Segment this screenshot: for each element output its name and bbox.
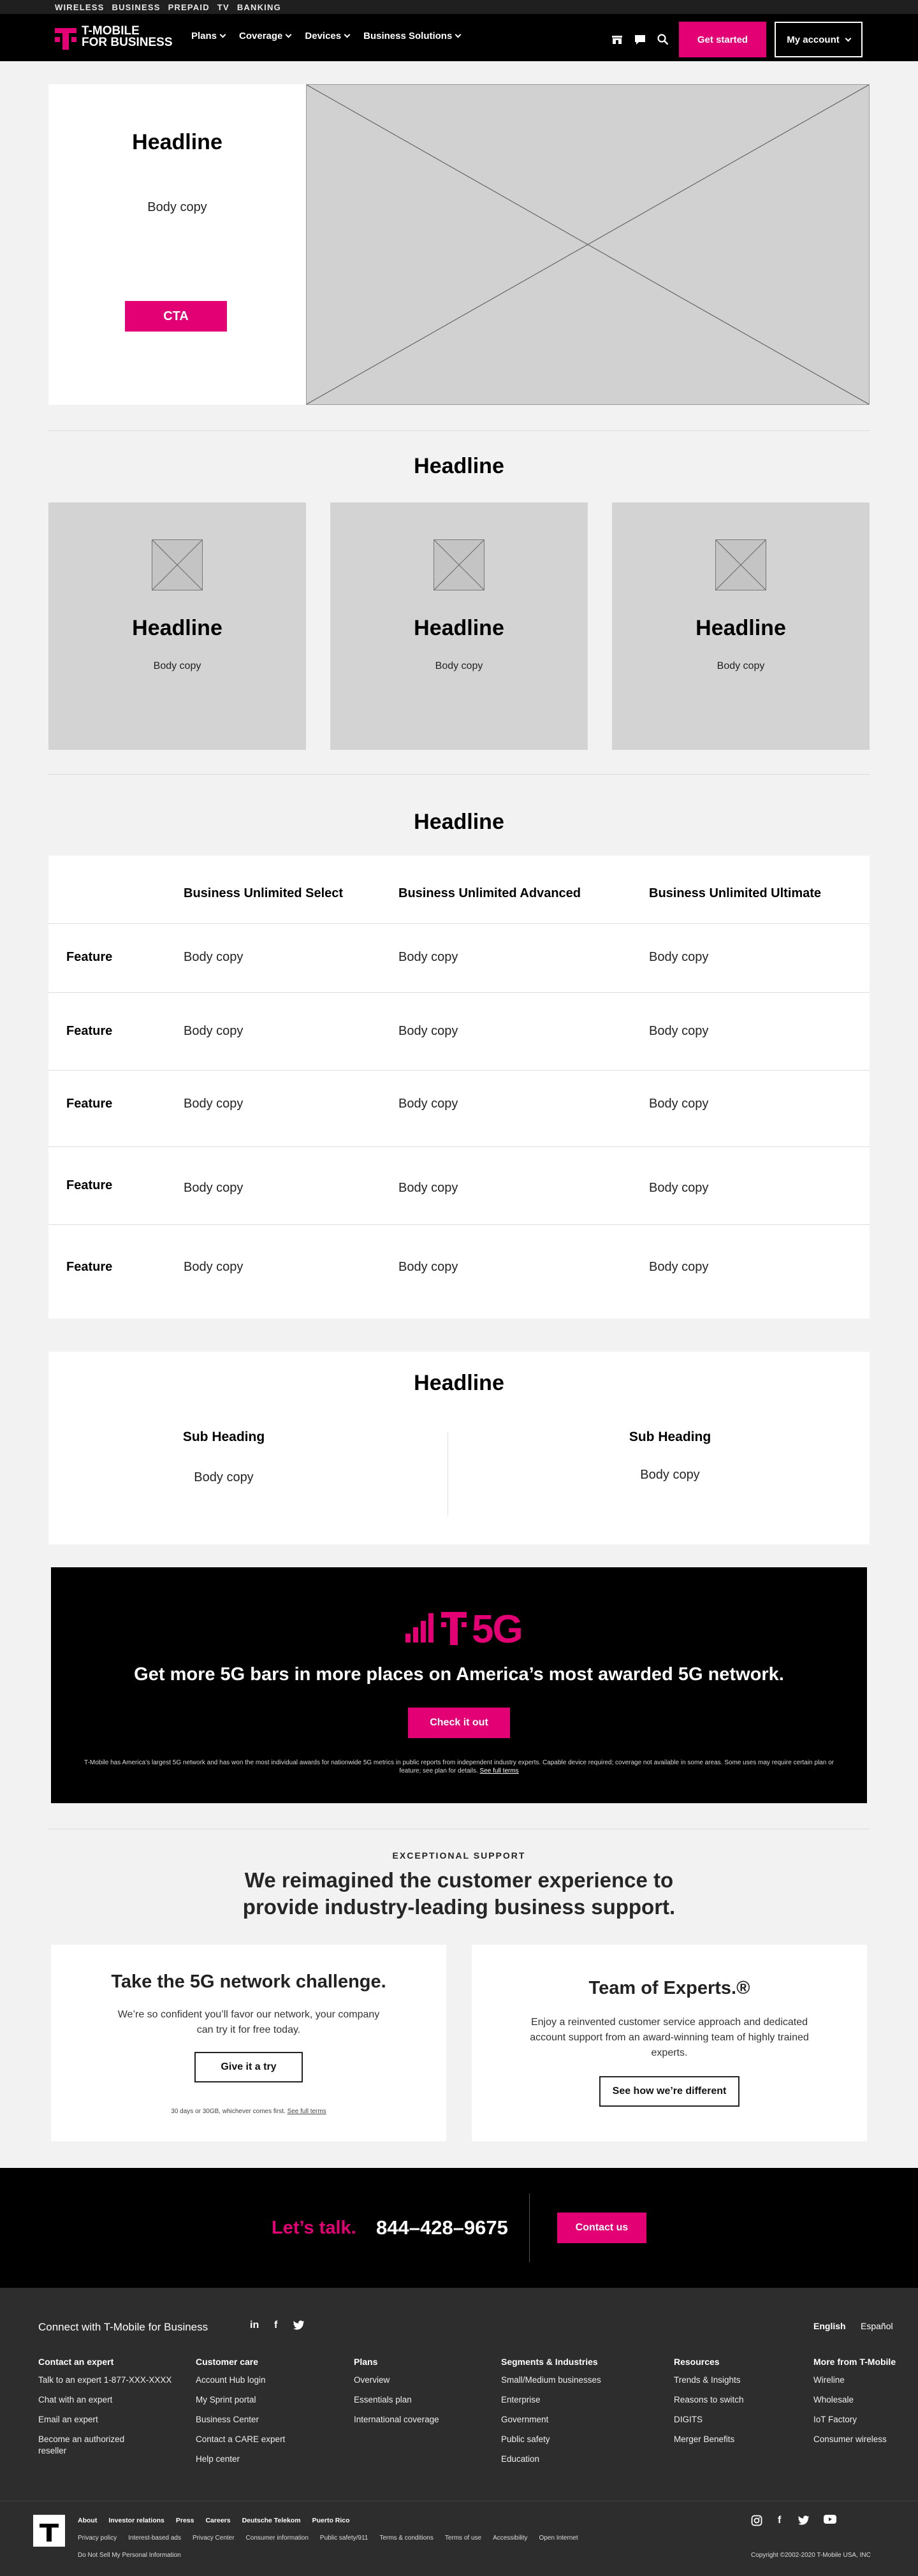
nav-business-solutions[interactable] xyxy=(363,31,460,41)
footer-link[interactable]: Talk to an expert 1-877-XXX-XXXX xyxy=(38,2375,172,2385)
hero-cta-button[interactable]: CTA xyxy=(125,301,227,332)
table-cell: Body copy xyxy=(649,1097,709,1111)
hero-text-panel xyxy=(48,84,306,405)
image-placeholder-icon xyxy=(152,539,203,590)
utility-link-prepaid[interactable]: PREPAID xyxy=(168,2,210,12)
site-footer xyxy=(0,2288,918,2576)
contact-divider xyxy=(529,2193,530,2262)
nav-devices[interactable] xyxy=(305,31,349,41)
table-cell: Body copy xyxy=(184,1024,244,1038)
footer-bottom-link[interactable]: Investor relations xyxy=(108,2517,164,2524)
give-it-a-try-button[interactable]: Give it a try xyxy=(194,2052,303,2082)
table-row-divider xyxy=(48,1146,870,1147)
table-cell: Body copy xyxy=(398,950,458,964)
footer-column-title: Customer care xyxy=(196,2357,259,2367)
hero-image-placeholder xyxy=(306,84,870,405)
challenge-fine-print xyxy=(51,2108,446,2115)
footer-bottom-link[interactable]: About xyxy=(78,2517,98,2524)
footer-link[interactable]: International coverage xyxy=(354,2415,439,2424)
see-how-different-button[interactable]: See how we’re different xyxy=(599,2076,740,2107)
chevron-down-icon xyxy=(344,32,351,38)
footer-link[interactable]: My Sprint portal xyxy=(196,2395,256,2404)
footer-bottom-link[interactable]: Press xyxy=(175,2517,194,2524)
footer-legal-links xyxy=(78,2535,578,2542)
see-full-terms-link[interactable]: See full terms xyxy=(287,2108,326,2115)
utility-link-business[interactable]: BUSINESS xyxy=(112,2,161,12)
image-placeholder-icon xyxy=(715,539,766,590)
footer-column-more xyxy=(813,2357,896,2454)
footer-link[interactable]: Become an authorized reseller xyxy=(38,2434,125,2455)
feature-card xyxy=(330,502,588,750)
logo-line-1: T-MOBILE xyxy=(82,24,140,38)
twitter-icon[interactable] xyxy=(293,2320,305,2333)
footer-link[interactable]: Education xyxy=(501,2454,540,2464)
footer-link[interactable]: Consumer wireless xyxy=(813,2434,887,2444)
nav-coverage-label: Coverage xyxy=(239,31,283,41)
table-section-headline: Headline xyxy=(414,810,504,834)
challenge-title: Take the 5G network challenge. xyxy=(111,1972,386,1992)
footer-link[interactable]: Contact a CARE expert xyxy=(196,2434,286,2444)
table-cell: Body copy xyxy=(184,1181,244,1195)
footer-column-segments xyxy=(501,2357,601,2473)
utility-link-tv[interactable]: TV xyxy=(217,2,229,12)
table-feature-label: Feature xyxy=(66,950,113,964)
section-divider xyxy=(48,430,870,431)
chat-icon[interactable] xyxy=(634,33,646,46)
chevron-down-icon xyxy=(220,32,226,38)
card-headline: Headline xyxy=(414,616,504,640)
twitter-icon[interactable] xyxy=(798,2515,810,2528)
t-logo-icon[interactable] xyxy=(33,2515,65,2547)
footer-link[interactable]: Small/Medium businesses xyxy=(501,2375,601,2385)
footer-link[interactable]: Trends & Insights xyxy=(674,2375,741,2385)
my-account-label: My account xyxy=(787,34,840,45)
right-body: Body copy xyxy=(640,1468,700,1482)
right-subheading: Sub Heading xyxy=(629,1430,711,1444)
table-cell: Body copy xyxy=(184,1097,244,1111)
main-header xyxy=(0,14,918,61)
contact-phone-number[interactable]: 844–428–9675 xyxy=(376,2216,508,2239)
language-english[interactable]: English xyxy=(813,2321,846,2331)
footer-column-customer-care xyxy=(196,2357,285,2473)
footer-link[interactable]: Chat with an expert xyxy=(38,2395,113,2404)
5g-banner-headline: Get more 5G bars in more places on America’s most awarded 5G network. xyxy=(134,1664,784,1685)
5g-promo-banner xyxy=(51,1567,867,1803)
image-placeholder-icon xyxy=(433,539,484,590)
lets-talk-label: Let’s talk. xyxy=(272,2218,356,2238)
subheading-section xyxy=(48,1352,870,1544)
table-cell: Body copy xyxy=(649,1260,709,1274)
footer-link[interactable]: Public safety xyxy=(501,2434,550,2444)
logo-text xyxy=(82,26,173,48)
nav-plans-label: Plans xyxy=(191,31,217,41)
table-cell: Body copy xyxy=(398,1181,458,1195)
footer-link[interactable]: Help center xyxy=(196,2454,240,2464)
table-row-divider xyxy=(48,992,870,993)
table-column-header: Business Unlimited Advanced xyxy=(398,886,581,900)
youtube-icon[interactable] xyxy=(824,2515,836,2527)
footer-column-title: Plans xyxy=(354,2357,378,2367)
footer-link[interactable]: Wholesale xyxy=(813,2395,854,2404)
left-body: Body copy xyxy=(194,1470,254,1484)
table-cell: Body copy xyxy=(398,1260,458,1274)
experts-title: Team of Experts.® xyxy=(588,1978,750,1998)
card-headline: Headline xyxy=(696,616,786,640)
feature-card xyxy=(612,502,870,750)
hero-body: Body copy xyxy=(147,200,207,214)
footer-link[interactable]: Business Center xyxy=(196,2415,259,2424)
nav-coverage[interactable] xyxy=(239,31,291,41)
copyright-text: Copyright ©2002-2020 T-Mobile USA, INC xyxy=(751,2552,871,2559)
table-row-divider xyxy=(48,1070,870,1071)
chevron-down-icon xyxy=(845,35,851,41)
facebook-icon[interactable]: f xyxy=(778,2515,782,2526)
footer-column-plans xyxy=(354,2357,439,2434)
t-logo-icon xyxy=(55,24,76,50)
table-cell: Body copy xyxy=(398,1097,458,1111)
footer-link[interactable]: Enterprise xyxy=(501,2395,541,2404)
nav-plans[interactable] xyxy=(191,31,225,41)
linkedin-icon[interactable]: in xyxy=(250,2320,259,2331)
utility-link-banking[interactable]: BANKING xyxy=(237,2,281,12)
plan-comparison-table xyxy=(48,856,870,1319)
footer-link[interactable]: Overview xyxy=(354,2375,390,2385)
contact-banner xyxy=(0,2168,918,2288)
table-feature-label: Feature xyxy=(66,1024,113,1038)
table-feature-label: Feature xyxy=(66,1097,113,1111)
language-espanol[interactable]: Español xyxy=(861,2321,893,2331)
left-subheading: Sub Heading xyxy=(182,1430,265,1444)
footer-legal-link[interactable]: Accessibility xyxy=(493,2535,528,2542)
footer-link[interactable]: IoT Factory xyxy=(813,2415,857,2424)
primary-nav xyxy=(191,31,460,41)
store-icon[interactable] xyxy=(611,33,623,46)
network-challenge-card xyxy=(51,1945,446,2141)
footer-column-title: Contact an expert xyxy=(38,2357,114,2367)
chevron-down-icon xyxy=(455,32,462,38)
footer-link[interactable]: Email an expert xyxy=(38,2415,98,2424)
table-feature-label: Feature xyxy=(66,1178,113,1192)
table-cell: Body copy xyxy=(649,1181,709,1195)
chevron-down-icon xyxy=(286,32,292,38)
footer-link[interactable]: Essentials plan xyxy=(354,2395,412,2404)
footer-bottom-links xyxy=(78,2517,350,2524)
footer-legal-link[interactable]: Terms & conditions xyxy=(379,2535,433,2542)
footer-column-title: More from T-Mobile xyxy=(813,2357,896,2367)
check-it-out-button[interactable]: Check it out xyxy=(408,1708,510,1738)
t-logo-icon xyxy=(441,1611,467,1646)
footer-legal-link[interactable]: Privacy Center xyxy=(192,2535,235,2542)
support-headline: We reimagined the customer experience to provide industry-leading business support. xyxy=(242,1868,676,1919)
hero-headline: Headline xyxy=(132,130,222,154)
logo-line-2: FOR BUSINESS xyxy=(82,36,173,49)
5g-legal-copy: T-Mobile has America’s largest 5G network and has won the most individual awards for nationwide 5G metrics in public reports from independent industry experts. Capable device required; coverage not available in some areas. Some uses may require certain plan or feature; see plan for details. xyxy=(84,1759,834,1775)
footer-legal-link[interactable]: Interest-based ads xyxy=(128,2535,181,2542)
footer-column-resources xyxy=(674,2357,744,2454)
footer-column-title: Segments & Industries xyxy=(501,2357,598,2367)
footer-link[interactable]: Account Hub login xyxy=(196,2375,266,2385)
footer-legal-link[interactable]: Consumer information xyxy=(245,2535,309,2542)
footer-column-contact xyxy=(38,2357,172,2465)
subsection-headline: Headline xyxy=(414,1371,504,1395)
contact-us-button[interactable]: Contact us xyxy=(557,2213,646,2243)
signal-bars-icon xyxy=(405,1613,433,1643)
card-headline: Headline xyxy=(132,616,222,640)
footer-connect-label: Connect with T-Mobile for Business xyxy=(38,2321,208,2333)
footer-bottom-link[interactable]: Puerto Rico xyxy=(312,2517,350,2524)
5g-legal-text xyxy=(76,1759,841,1775)
do-not-sell-link[interactable]: Do Not Sell My Personal Information xyxy=(78,2552,181,2559)
search-icon[interactable] xyxy=(657,33,669,46)
instagram-icon[interactable] xyxy=(751,2515,762,2529)
tmobile-business-logo[interactable] xyxy=(55,24,173,50)
support-eyebrow: EXCEPTIONAL SUPPORT xyxy=(392,1850,526,1861)
table-cell: Body copy xyxy=(649,1024,709,1038)
footer-link[interactable]: Government xyxy=(501,2415,549,2424)
footer-link[interactable]: DIGITS xyxy=(674,2415,703,2424)
table-cell: Body copy xyxy=(184,1260,244,1274)
challenge-fine-copy: 30 days or 30GB, whichever comes first. xyxy=(171,2108,286,2115)
table-column-header: Business Unlimited Select xyxy=(184,886,344,900)
footer-link[interactable]: Reasons to switch xyxy=(674,2395,744,2404)
nav-devices-label: Devices xyxy=(305,31,342,41)
experts-body: Enjoy a reinvented customer service approach and dedicated account support from an award-winning team of highly trained experts. xyxy=(530,2017,809,2058)
my-account-button[interactable] xyxy=(775,22,863,57)
table-row-divider xyxy=(48,923,870,924)
see-full-terms-link[interactable]: See full terms xyxy=(479,1767,519,1775)
team-of-experts-card xyxy=(472,1945,867,2141)
card-body: Body copy xyxy=(153,661,201,671)
footer-column-title: Resources xyxy=(674,2357,720,2367)
utility-nav xyxy=(0,0,918,14)
utility-link-wireless[interactable]: WIRELESS xyxy=(55,2,105,12)
footer-bottom-link[interactable]: Careers xyxy=(205,2517,231,2524)
footer-legal-link[interactable]: Privacy policy xyxy=(78,2535,117,2542)
cards-section-headline: Headline xyxy=(414,454,504,478)
facebook-icon[interactable]: f xyxy=(274,2320,278,2331)
get-started-button[interactable]: Get started xyxy=(679,22,766,57)
5g-logo-text: 5G xyxy=(472,1607,522,1651)
footer-legal-link[interactable]: Terms of use xyxy=(444,2535,482,2542)
table-cell: Body copy xyxy=(398,1024,458,1038)
footer-link[interactable]: Wireline xyxy=(813,2375,845,2385)
table-row-divider xyxy=(48,1224,870,1225)
table-feature-label: Feature xyxy=(66,1260,113,1274)
section-divider xyxy=(48,774,870,775)
card-body: Body copy xyxy=(717,661,765,671)
table-cell: Body copy xyxy=(649,950,709,964)
table-column-header: Business Unlimited Ultimate xyxy=(649,886,822,900)
challenge-body: We’re so confident you’ll favor our network, your company can try it for free today. xyxy=(117,2009,380,2035)
card-body: Body copy xyxy=(435,661,483,671)
table-cell: Body copy xyxy=(184,950,244,964)
footer-bottom-link[interactable]: Deutsche Telekom xyxy=(242,2517,301,2524)
footer-legal-link[interactable]: Open Internet xyxy=(539,2535,578,2542)
feature-card xyxy=(48,502,306,750)
footer-link[interactable]: Merger Benefits xyxy=(674,2434,735,2444)
footer-legal-link[interactable]: Public safety/911 xyxy=(319,2535,368,2542)
nav-business-solutions-label: Business Solutions xyxy=(363,31,453,41)
